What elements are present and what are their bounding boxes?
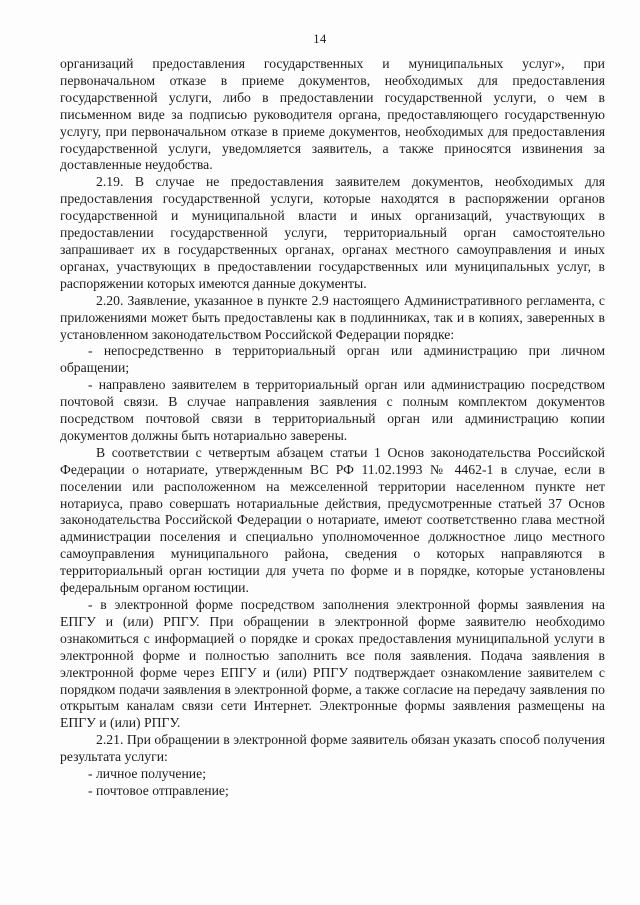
list-item: - почтовое отправление; (88, 782, 229, 798)
page-number: 14 (313, 32, 327, 46)
document-body (60, 56, 605, 800)
paragraph-2-20: 2.20. Заявление, указанное в пункте 2.9 настоящего Административного регламента, с приложениями может быть предоставлены как в подлинниках, так и в копиях, заверенных в установленном законодательством Российской Федерации порядке: (60, 292, 605, 342)
paragraph-2-21: 2.21. При обращении в электронной форме заявитель обязан указать способ получения результата услуги: (60, 732, 605, 765)
list-item: - направлено заявителем в территориальный орган или администрацию посредством почтовой связи. В случае направления заявления с полным комплектом документов посредством почтовой связи в территориальный орган или администрацию копии документов должны быть нотариально заверены. (60, 377, 605, 443)
paragraph-2-19: 2.19. В случае не предоставления заявителем документов, необходимых для предоставления государственной услуги, которые находятся в распоряжении органов государственной и муниципальной власти и иных организаций, участвующих в предоставлении государственной услуги, территориальный орган самостоятельно запрашивает их в государственных органах, органах местного самоуправления и иных органах, участвующих в предоставлении государственных или муниципальных услуг, в распоряжении которых имеются данные документы. (60, 174, 605, 291)
paragraph: В соответствии с четвертым абзацем статьи 1 Основ законодательства Российской Федерации о нотариате, утвержденным ВС РФ 11.02.1993 № 4462-1 в случае, если в поселении или расположенном на межселенной территории населенном пункте нет нотариуса, право совершать нотариальные действия, предусмотренные статьей 37 Основ законодательства Российской Федерации о нотариате, имеют соответственно глава местной администрации поселения и специально уполномоченное должностное лицо местного самоуправления муниципального района, сведения о которых направляются в территориальный орган юстиции для учета по форме и в порядке, которые установлены федеральным органом юстиции. (60, 444, 605, 596)
paragraph: организаций предоставления государственных и муниципальных услуг», при первоначальном отказе в приеме документов, необходимых для предоставления государственной услуги, либо в предоставлении государственной услуги, о чем в письменном виде за подписью руководителя органа, предоставляющего государственную услугу, при первоначальном отказе в приеме документов, необходимых для предоставления государственной услуги, уведомляется заявитель, а также приносятся извинения за доставленные неудобства. (60, 56, 605, 173)
list-item: - личное получение; (88, 766, 207, 782)
list-item: - непосредственно в территориальный орган или администрацию при личном обращении; (60, 343, 605, 376)
list-item: - в электронной форме посредством заполнения электронной формы заявления на ЕПГУ и (или) РПГУ. При обращении в электронной форме заявителю необходимо ознакомиться с информацией о порядке и сроках предоставления муниципальной услуги в электронной форме и полностью заполнить все поля заявления. Подача заявления в электронной форме через ЕПГУ и (или) РПГУ подтверждает ознакомление заявителем с порядком подачи заявления в электронной форме, а также согласие на передачу заявления по открытым каналам связи сети Интернет. Электронные формы заявления размещены на ЕПГУ и (или) РПГУ. (60, 597, 605, 731)
